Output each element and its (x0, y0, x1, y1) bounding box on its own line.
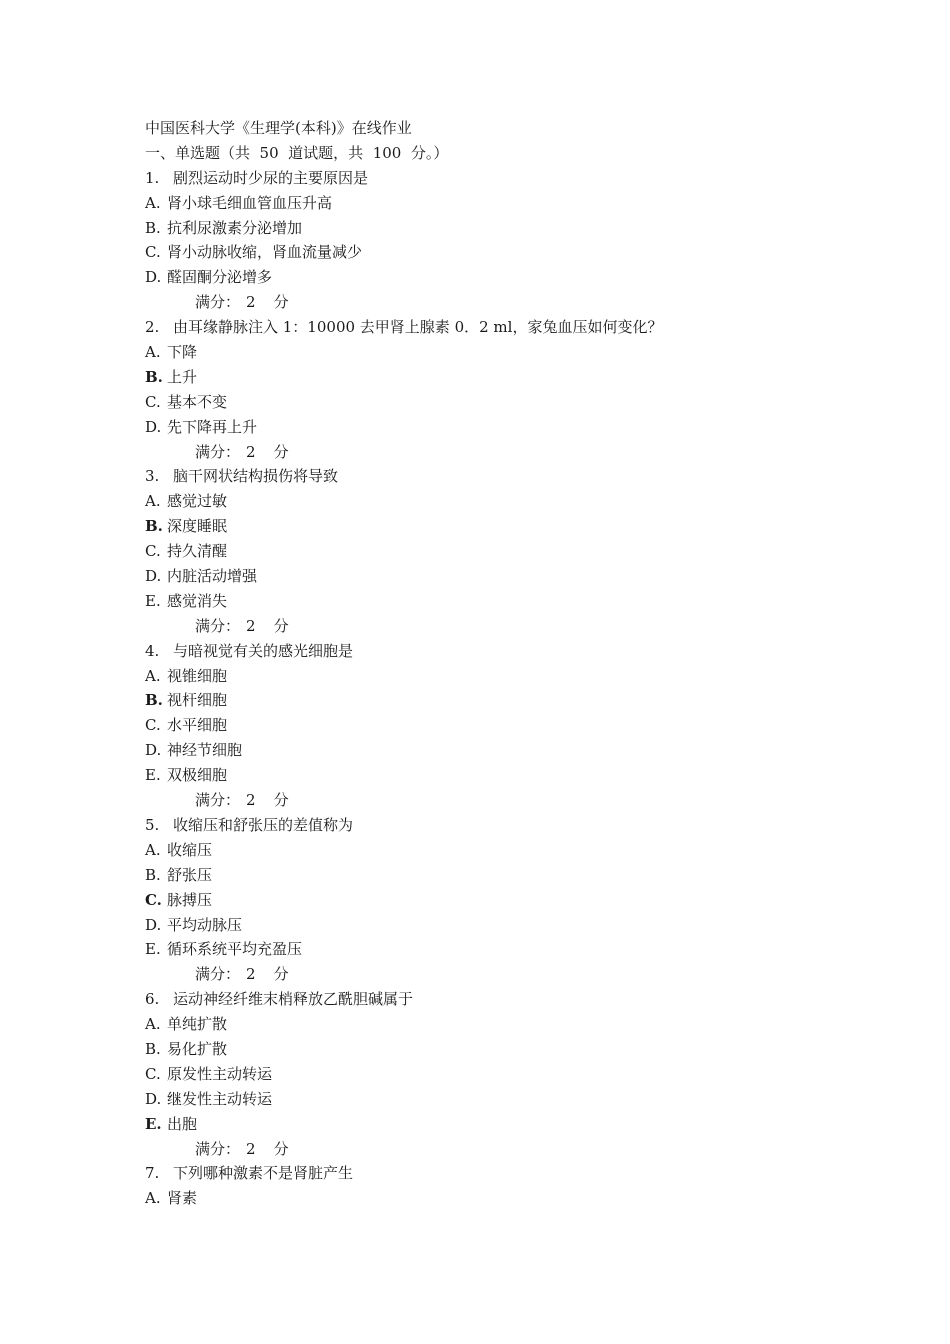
question-text: 运动神经纤维末梢释放乙酰胆碱属于 (173, 990, 414, 1009)
option-letter: E. (145, 1114, 162, 1133)
option-2-1 (145, 340, 845, 365)
score-value: 2 (246, 616, 256, 635)
option-letter: A. (145, 1015, 161, 1034)
score-value: 2 (246, 442, 256, 461)
option-text: 单纯扩散 (167, 1015, 228, 1034)
score-label: 满分： (195, 1139, 241, 1158)
option-text: 易化扩散 (167, 1039, 228, 1058)
option-4-3 (145, 713, 845, 738)
option-text: 视杆细胞 (167, 691, 228, 710)
option-letter: D. (145, 268, 162, 287)
option-text: 上升 (167, 367, 198, 386)
option-letter: D. (145, 741, 162, 760)
option-letter: C. (145, 890, 162, 909)
option-text: 感觉消失 (167, 591, 228, 610)
option-2-2 (145, 365, 845, 390)
option-letter: A. (145, 1189, 161, 1208)
option-letter: C. (145, 542, 161, 561)
option-1-3 (145, 240, 845, 265)
score-unit: 分 (273, 1139, 289, 1158)
option-3-3 (145, 539, 845, 564)
option-letter: B. (145, 691, 163, 710)
option-6-3 (145, 1062, 845, 1087)
option-text: 肾小动脉收缩，肾血流量减少 (167, 243, 363, 262)
option-text: 内脏活动增强 (167, 567, 258, 586)
option-text: 循环系统平均充盈压 (167, 940, 303, 959)
option-text: 原发性主动转运 (167, 1064, 273, 1083)
option-text: 肾小球毛细血管血压升高 (167, 193, 333, 212)
option-5-3 (145, 888, 845, 913)
option-text: 继发性主动转运 (167, 1089, 273, 1108)
question-text: 剧烈运动时少尿的主要原因是 (173, 168, 369, 187)
score-unit: 分 (273, 293, 289, 312)
question-text: 由耳缘静脉注入 1：10000 去甲肾上腺素 0．2 ml，家兔血压如何变化？ (173, 318, 663, 337)
option-3-4 (145, 564, 845, 589)
option-1-1 (145, 191, 845, 216)
option-text: 视锥细胞 (167, 666, 228, 685)
option-letter: A. (145, 343, 161, 362)
question-number: 1. (145, 168, 160, 187)
score-value: 2 (246, 965, 256, 984)
option-text: 平均动脉压 (167, 915, 243, 934)
option-1-2 (145, 216, 845, 241)
document-body (145, 116, 845, 1211)
option-text: 持久清醒 (167, 542, 228, 561)
option-text: 先下降再上升 (167, 417, 258, 436)
option-text: 抗利尿激素分泌增加 (167, 218, 303, 237)
option-text: 舒张压 (167, 865, 213, 884)
section-heading: 一、单选题（共 50 道试题，共 100 分。） (145, 143, 449, 162)
option-text: 水平细胞 (167, 716, 228, 735)
score-unit: 分 (273, 965, 289, 984)
option-5-1 (145, 838, 845, 863)
option-2-3 (145, 390, 845, 415)
option-text: 收缩压 (167, 840, 213, 859)
option-3-1 (145, 489, 845, 514)
score-label: 满分： (195, 293, 241, 312)
option-4-1 (145, 664, 845, 689)
option-3-2 (145, 514, 845, 539)
question-list (145, 166, 845, 1211)
score-label: 满分： (195, 965, 241, 984)
question-number: 6. (145, 990, 160, 1009)
option-text: 双极细胞 (167, 766, 228, 785)
option-text: 神经节细胞 (167, 741, 243, 760)
score-line (145, 962, 845, 987)
score-label: 满分： (195, 616, 241, 635)
option-letter: A. (145, 193, 161, 212)
question-3 (145, 464, 845, 489)
question-text: 下列哪种激素不是肾脏产生 (173, 1164, 354, 1183)
question-text: 脑干网状结构损伤将导致 (173, 467, 339, 486)
option-letter: A. (145, 666, 161, 685)
question-7 (145, 1161, 845, 1186)
score-label: 满分： (195, 791, 241, 810)
option-letter: E. (145, 940, 161, 959)
option-5-2 (145, 863, 845, 888)
option-text: 醛固酮分泌增多 (167, 268, 273, 287)
score-label: 满分： (195, 442, 241, 461)
option-letter: C. (145, 716, 161, 735)
option-6-2 (145, 1037, 845, 1062)
question-5 (145, 813, 845, 838)
option-letter: C. (145, 392, 161, 411)
option-letter: A. (145, 492, 161, 511)
option-5-5 (145, 937, 845, 962)
option-letter: D. (145, 417, 162, 436)
option-letter: E. (145, 591, 161, 610)
option-letter: C. (145, 1064, 161, 1083)
option-letter: D. (145, 567, 162, 586)
option-letter: B. (145, 1039, 161, 1058)
option-letter: B. (145, 517, 163, 536)
question-number: 5. (145, 815, 160, 834)
option-letter: C. (145, 243, 161, 262)
option-text: 肾素 (167, 1189, 198, 1208)
option-1-4 (145, 265, 845, 290)
question-6 (145, 987, 845, 1012)
question-1 (145, 166, 845, 191)
score-line (145, 788, 845, 813)
option-text: 脉搏压 (167, 890, 213, 909)
score-line (145, 290, 845, 315)
option-letter: A. (145, 840, 161, 859)
question-2 (145, 315, 845, 340)
option-letter: B. (145, 865, 161, 884)
question-text: 与暗视觉有关的感光细胞是 (173, 641, 354, 660)
question-4 (145, 639, 845, 664)
option-6-4 (145, 1087, 845, 1112)
option-letter: D. (145, 915, 162, 934)
question-number: 2. (145, 318, 160, 337)
document-title: 中国医科大学《生理学(本科)》在线作业 (145, 119, 412, 137)
score-unit: 分 (273, 442, 289, 461)
score-line (145, 614, 845, 639)
option-4-2 (145, 688, 845, 713)
option-4-5 (145, 763, 845, 788)
option-5-4 (145, 913, 845, 938)
option-text: 感觉过敏 (167, 492, 228, 511)
question-number: 7. (145, 1164, 160, 1183)
score-value: 2 (246, 1139, 256, 1158)
score-value: 2 (246, 791, 256, 810)
option-letter: E. (145, 766, 161, 785)
score-line (145, 1137, 845, 1162)
option-letter: D. (145, 1089, 162, 1108)
option-7-1 (145, 1186, 845, 1211)
score-value: 2 (246, 293, 256, 312)
score-unit: 分 (273, 616, 289, 635)
option-letter: B. (145, 367, 163, 386)
option-letter: B. (145, 218, 161, 237)
option-text: 下降 (167, 343, 198, 362)
option-text: 出胞 (167, 1114, 198, 1133)
question-text: 收缩压和舒张压的差值称为 (173, 815, 354, 834)
option-text: 深度睡眠 (167, 517, 228, 536)
option-4-4 (145, 738, 845, 763)
option-2-4 (145, 415, 845, 440)
score-unit: 分 (273, 791, 289, 810)
question-number: 4. (145, 641, 160, 660)
question-number: 3. (145, 467, 160, 486)
score-line (145, 440, 845, 465)
option-6-5 (145, 1112, 845, 1137)
option-text: 基本不变 (167, 392, 228, 411)
option-3-5 (145, 589, 845, 614)
option-6-1 (145, 1012, 845, 1037)
